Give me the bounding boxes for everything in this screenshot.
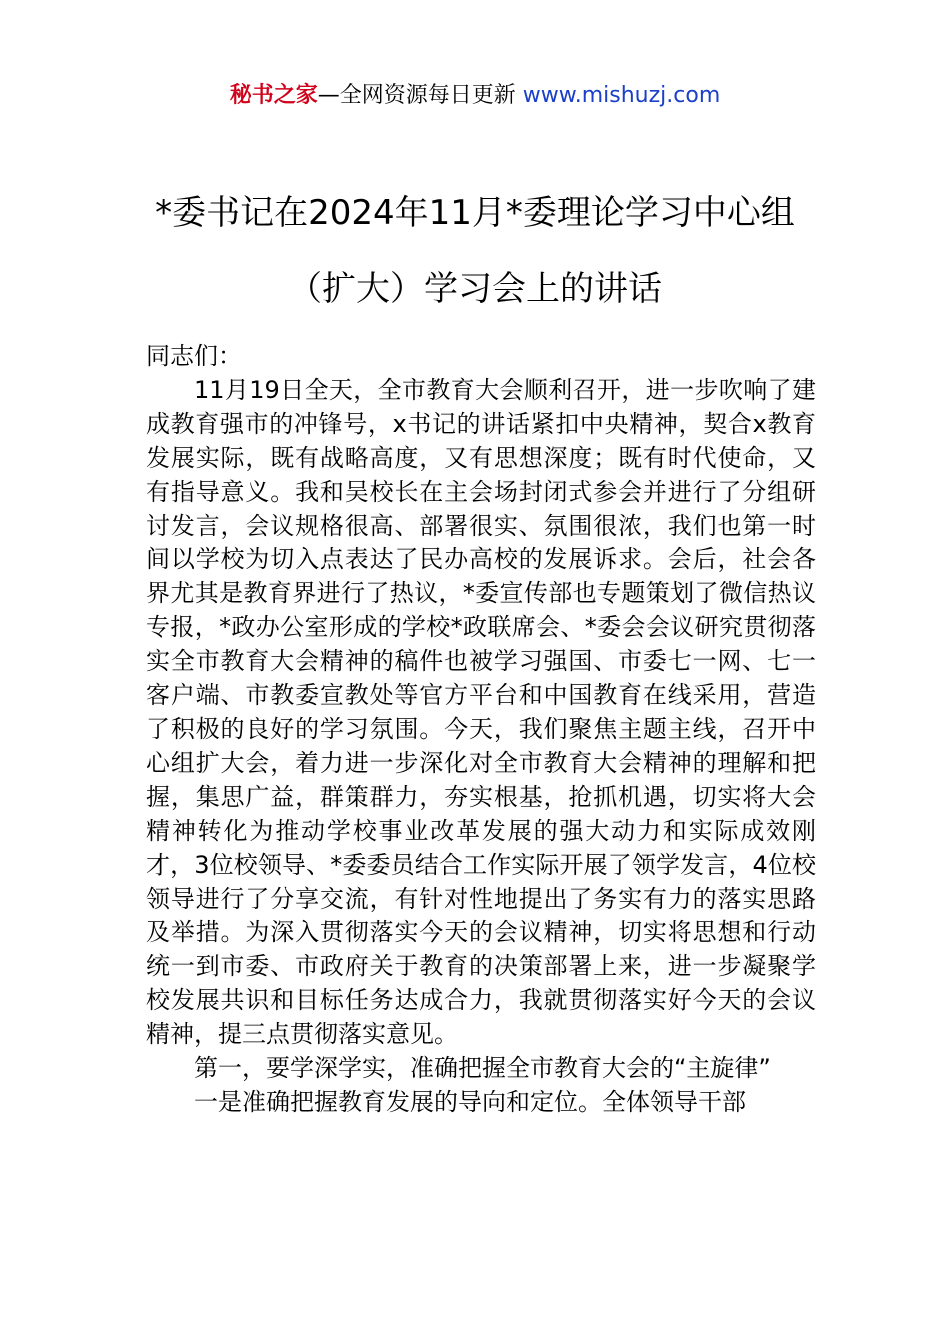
title-line-2: （扩大）学习会上的讲话 — [288, 268, 662, 309]
body-paragraph-2: 一是准确把握教育发展的导向和定位。全体领导干部 — [194, 1087, 746, 1116]
site-url-link[interactable]: www.mishuzj.com — [522, 83, 721, 108]
document-body — [146, 340, 816, 1120]
site-brand: 秘书之家 — [229, 83, 318, 108]
title-line-1: *委书记在2024年11月*委理论学习中心组 — [155, 192, 795, 233]
site-header — [0, 80, 950, 112]
site-slogan: —全网资源每日更新 — [317, 83, 523, 108]
salutation: 同志们： — [146, 342, 242, 370]
document-title — [60, 175, 890, 327]
section-heading-1: 第一，要学深学实，准确把握全市教育大会的“主旋律” — [194, 1054, 771, 1083]
body-paragraph-1: 11月19日全天，全市教育大会顺利召开，进一步吹响了建成教育强市的冲锋号，x书记的讲话紧扣中央精神，契合x教育发展实际，既有战略高度，又有思想深度；既有时代使命，又有指导意义。我和吴校长在主会场封闭式参会并进行了分组研讨发言，会议规格很高、部署很实、氛围很浓，我们也第一时间以学校为切入点表达了民办高校的发展诉求。会后，社会各界尤其是教育界进行了热议，*委宣传部也专题策划了微信热议专报，*政办公室形成的学校*政联席会、*委会会议研究贯彻落实全市教育大会精神的稿件也被学习强国、市委七一网、七一客户端、市教委宣教处等官方平台和中国教育在线采用，营造了积极的良好的学习氛围。今天，我们聚焦主题主线，召开中心组扩大会，着力进一步深化对全市教育大会精神的理解和把握，集思广益，群策群力，夯实根基，抢抓机遇，切实将大会精神转化为推动学校事业改革发展的强大动力和实际成效刚才，3位校领导、*委委员结合工作实际开展了领学发言，4位校领导进行了分享交流，有针对性地提出了务实有力的落实思路及举措。为深入贯彻落实今天的会议精神，切实将思想和行动统一到市委、市政府关于教育的决策部署上来，进一步凝聚学校发展共识和目标任务达成合力，我就贯彻落实好今天的会议精神，提三点贯彻落实意见。 — [146, 375, 816, 1049]
